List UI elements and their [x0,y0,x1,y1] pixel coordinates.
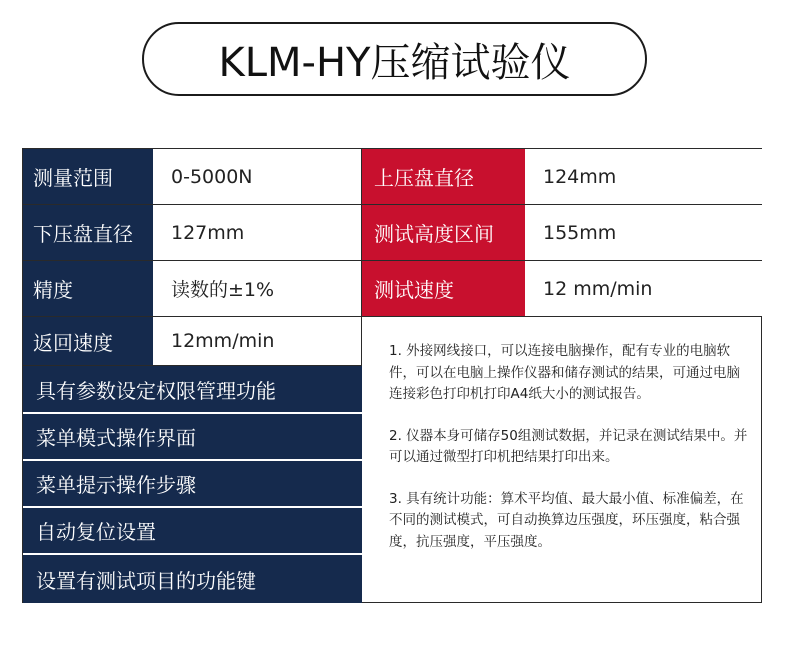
note-item: 1. 外接网线接口，可以连接电脑操作，配有专业的电脑软件，可以在电脑上操作仪器和储存测试的结果，可通过电脑连接彩色打印机打印A4纸大小的测试报告。 [389,343,740,402]
accuracy-label: 精度 [23,261,153,317]
test-speed-value: 12 mm/min [525,261,762,317]
note-item: 3. 具有统计功能：算术平均值、最大最小值、标准偏差，在不同的测试模式，可自动换算边压强度，环压强度，粘合强度，抗压强度，平压强度。 [389,490,744,550]
lower-plate-value: 127mm [153,205,362,261]
measure-range-value: 0-5000N [153,149,362,205]
notes-panel [362,317,762,603]
lower-plate-label: 下压盘直径 [23,205,153,261]
feature-item: 自动复位设置 [23,508,362,555]
test-height-value: 155mm [525,205,762,261]
accuracy-value: 读数的±1% [153,261,362,317]
note-item: 2. 仪器本身可储存50组测试数据，并记录在测试结果中。并可以通过微型打印机把结果打印出来。 [389,427,748,465]
test-height-label: 测试高度区间 [362,205,525,261]
feature-item: 具有参数设定权限管理功能 [23,366,362,414]
test-speed-label: 测试速度 [362,261,525,317]
upper-plate-value: 124mm [525,149,762,205]
spec-table [22,148,762,603]
measure-range-label: 测量范围 [23,149,153,205]
return-speed-label: 返回速度 [23,317,153,366]
upper-plate-label: 上压盘直径 [362,149,525,205]
feature-item: 菜单模式操作界面 [23,414,362,461]
page-title: KLM-HY压缩试验仪 [142,22,647,96]
feature-item: 菜单提示操作步骤 [23,461,362,508]
feature-item: 设置有测试项目的功能键 [23,555,362,603]
return-speed-value: 12mm/min [153,317,362,366]
